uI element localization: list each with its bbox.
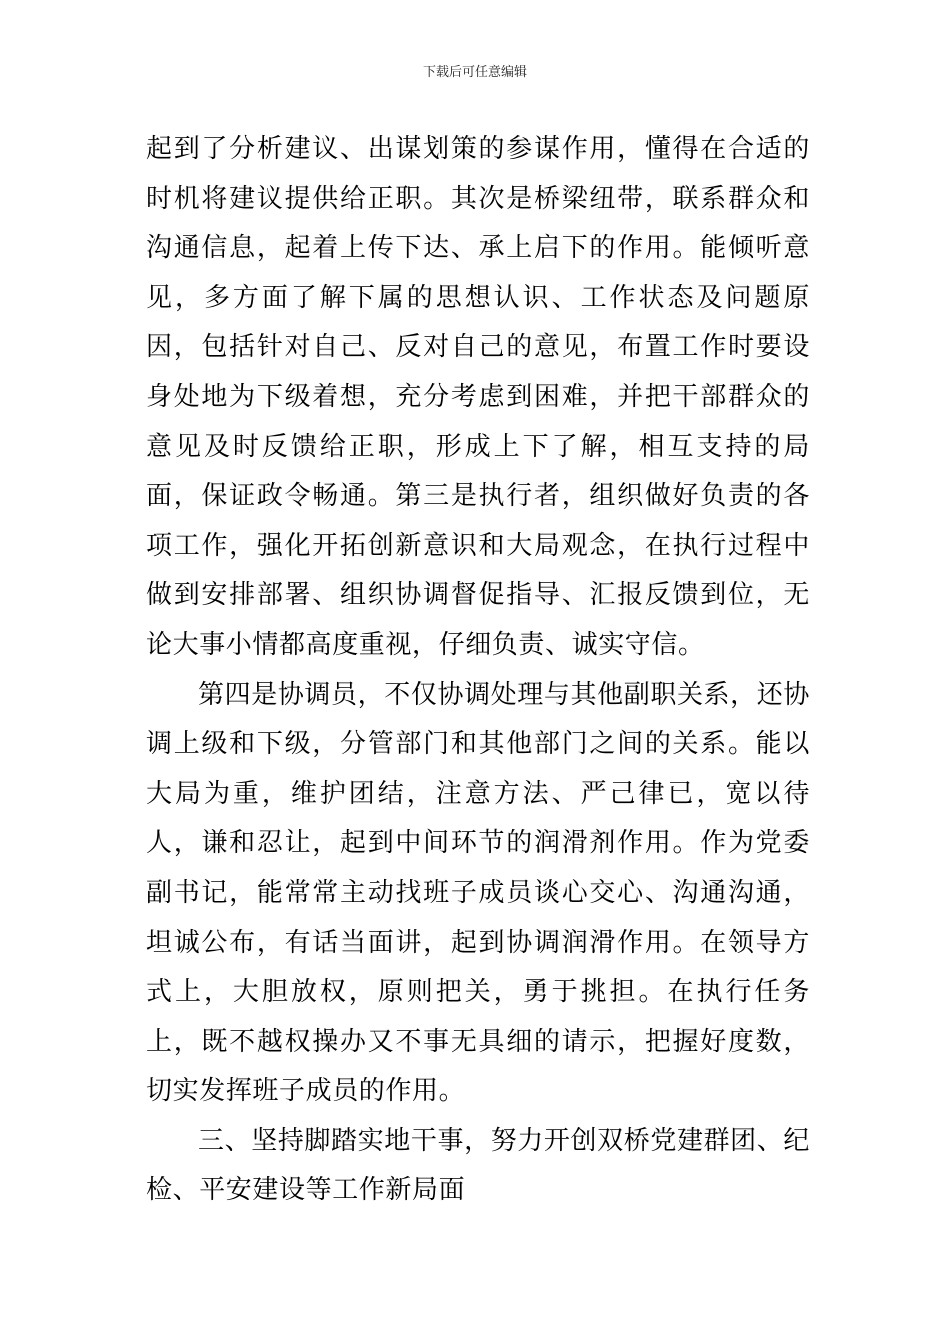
- document-body: [146, 125, 810, 1216]
- page-header: 下载后可任意编辑: [422, 65, 527, 80]
- section-heading-three: 三、坚持脚踏实地干事，努力开创双桥党建群团、纪检、平安建设等工作新局面: [146, 1125, 810, 1206]
- paragraph-continued: 起到了分析建议、出谋划策的参谋作用，懂得在合适的时机将建议提供给正职。其次是桥梁纽带，联系群众和沟通信息，起着上传下达、承上启下的作用。能倾听意见，多方面了解下属的思想认识、工作状态及问题原因，包括针对自己、反对自己的意见，布置工作时要设身处地为下级着想，充分考虑到困难，并把干部群众的意见及时反馈给正职，形成上下了解，相互支持的局面，保证政令畅通。第三是执行者，组织做好负责的各项工作，强化开拓创新意识和大局观念，在执行过程中做到安排部署、组织协调督促指导、汇报反馈到位，无论大事小情都高度重视，仔细负责、诚实守信。: [146, 134, 810, 660]
- paragraph-coordinator: 第四是协调员，不仅协调处理与其他副职关系，还协调上级和下级，分管部门和其他部门之间的关系。能以大局为重，维护团结，注意方法、严己律已，宽以待人，谦和忍让，起到中间环节的润滑剂作用。作为党委副书记，能常常主动找班子成员谈心交心、沟通沟通，坦诚公布，有话当面讲，起到协调润滑作用。在领导方式上，大胆放权，原则把关，勇于挑担。在执行任务上，既不越权操办又不事无具细的请示，把握好度数，切实发挥班子成员的作用。: [146, 679, 810, 1107]
